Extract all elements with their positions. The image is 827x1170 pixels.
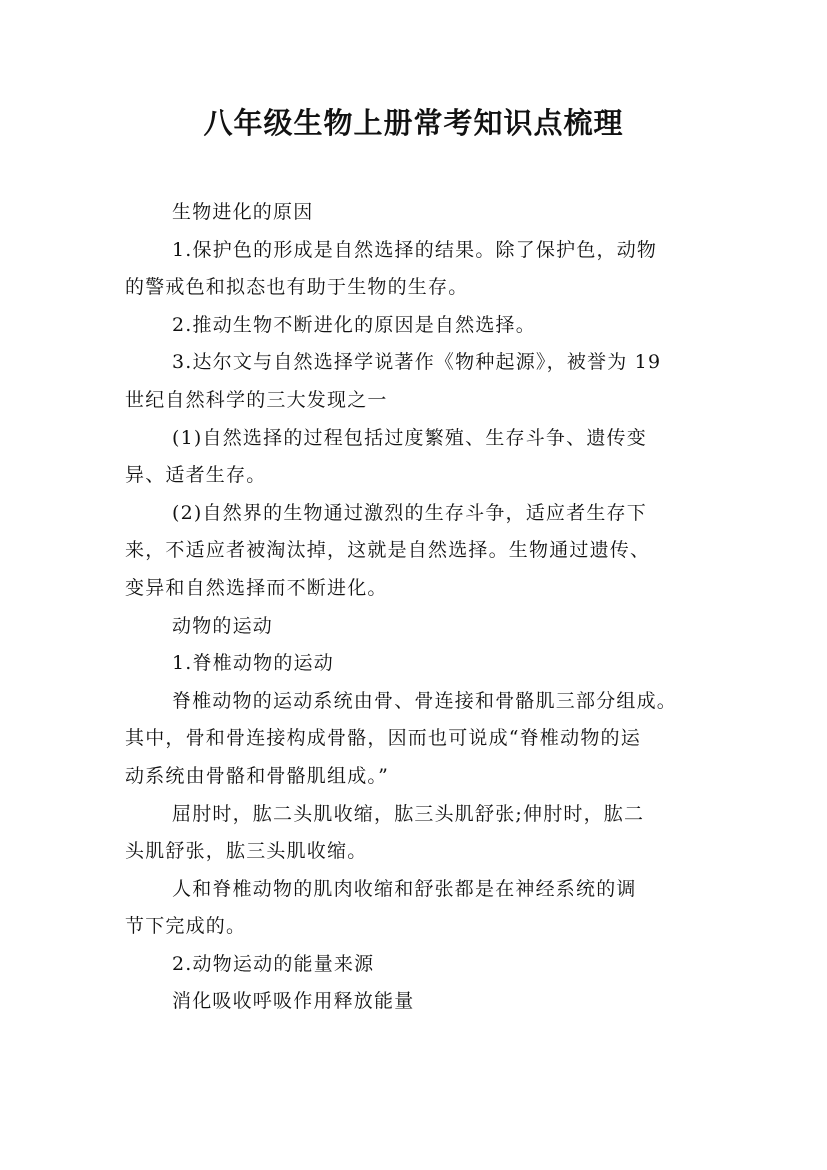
paragraph-line: 异、适者生存。	[125, 464, 267, 487]
paragraph-line: 2.动物运动的能量来源	[172, 952, 375, 975]
paragraph-line: 头肌舒张，肱三头肌收缩。	[125, 840, 368, 863]
paragraph-line: 其中，骨和骨连接构成骨骼，因而也可说成“脊椎动物的运	[125, 727, 641, 750]
paragraph-line: (2)自然界的生物通过激烈的生存斗争，适应者生存下	[172, 501, 647, 524]
document-title: 八年级生物上册常考知识点梳理	[203, 106, 624, 140]
paragraph-line: 人和脊椎动物的肌肉收缩和舒张都是在神经系统的调	[172, 877, 637, 900]
paragraph-line: (1)自然选择的过程包括过度繁殖、生存斗争、遗传变	[172, 426, 647, 449]
paragraph-line: 生物进化的原因	[172, 201, 314, 223]
paragraph-line: 来，不适应者被淘汰掉，这就是自然选择。生物通过遗传、	[125, 539, 651, 562]
paragraph-line: 屈肘时，肱二头肌收缩，肱三头肌舒张;伸肘时，肱二	[172, 802, 645, 825]
paragraph-line: 世纪自然科学的三大发现之一	[125, 388, 388, 411]
paragraph-line: 3.达尔文与自然选择学说著作《物种起源》，被誉为 19	[172, 351, 662, 374]
paragraph-line: 节下完成的。	[125, 915, 247, 938]
paragraph-line: 1.脊椎动物的运动	[172, 652, 334, 675]
paragraph-line: 动系统由骨骼和骨骼肌组成。”	[125, 764, 390, 787]
document-body	[125, 194, 710, 1021]
paragraph-line: 2.推动生物不断进化的原因是自然选择。	[172, 313, 536, 336]
paragraph-line: 的警戒色和拟态也有助于生物的生存。	[125, 276, 469, 299]
paragraph-line: 1.保护色的形成是自然选择的结果。除了保护色，动物	[172, 238, 658, 261]
paragraph-line: 脊椎动物的运动系统由骨、骨连接和骨骼肌三部分组成。	[172, 689, 678, 712]
paragraph-line: 动物的运动	[172, 614, 274, 637]
paragraph-line: 变异和自然选择而不断进化。	[125, 576, 388, 599]
paragraph-line: 消化吸收呼吸作用释放能量	[172, 990, 415, 1013]
